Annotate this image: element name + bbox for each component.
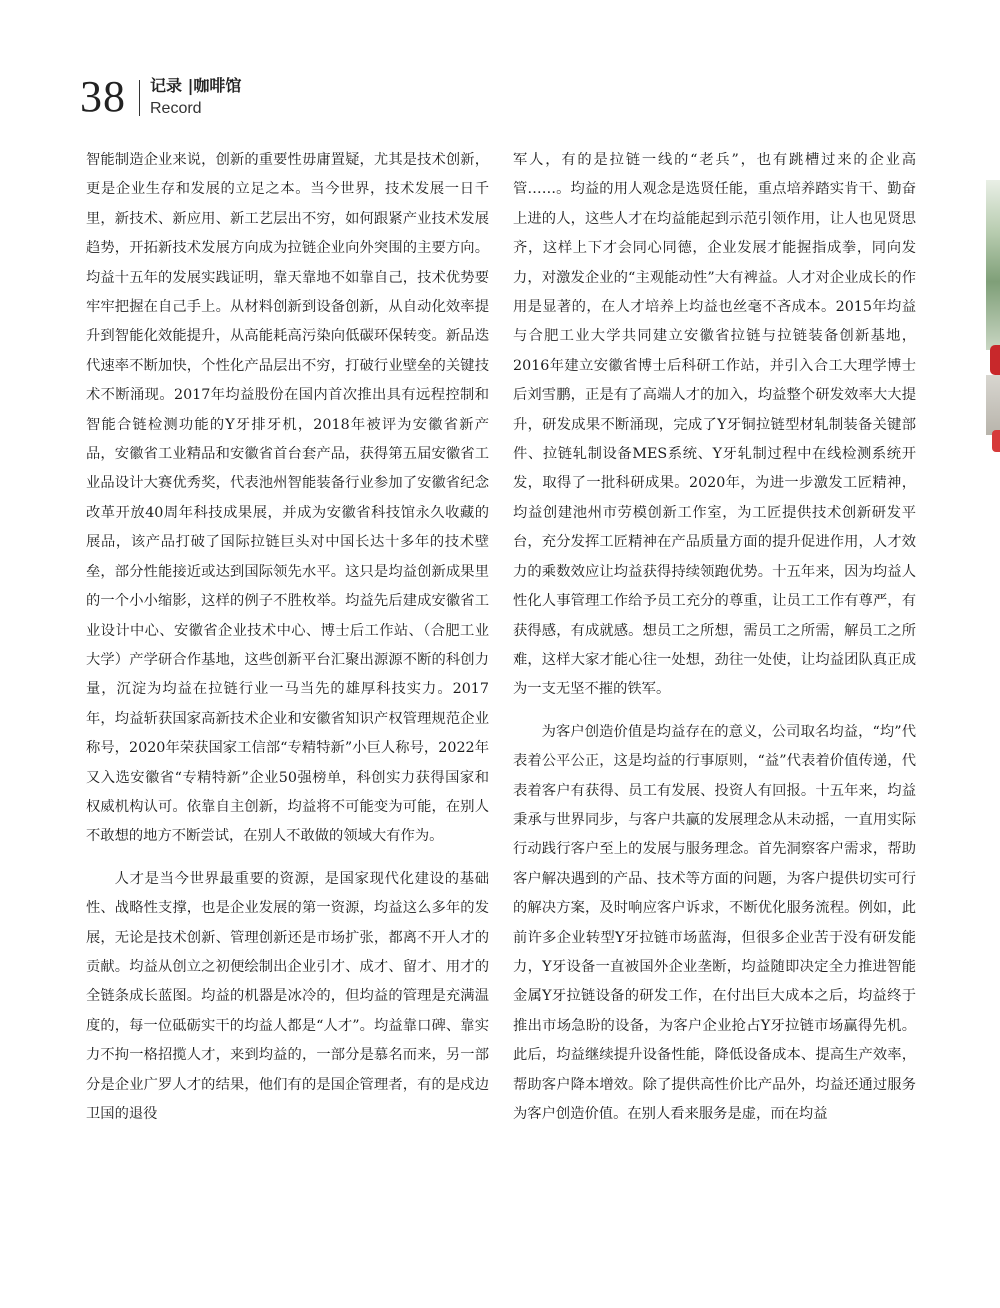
photo-flower (992, 430, 1000, 452)
left-column (86, 146, 489, 1129)
photo-foliage (986, 180, 1000, 350)
photo-flower (990, 345, 1000, 375)
page-number: 38 (80, 72, 126, 121)
paragraph: 人才是当今世界最重要的资源，是国家现代化建设的基础性、战略性支撑，也是企业发展的第一资源，均益这么多年的发展，无论是技术创新、管理创新还是市场扩张，都离不开人才的贡献。均益从创立之初便绘制出企业引才、成才、留才、用才的全链条成长蓝图。均益的机器是冰冷的，但均益的管理是充满温度的，每一位砥砺实干的均益人都是“人才”。均益靠口碑、靠实力不拘一格招揽人才，来到均益的，一部分是慕名而来，另一部分是企业广罗人才的结果，他们有的是国企管理者，有的是戍边卫国的退役 (86, 870, 489, 1122)
header-divider (139, 80, 140, 116)
section-subtitle: Record (150, 100, 202, 117)
right-column (513, 146, 916, 1129)
photo-stone (986, 375, 1000, 435)
paragraph: 智能制造企业来说，创新的重要性毋庸置疑，尤其是技术创新，更是企业生存和发展的立足之本。当今世界，技术发展一日千里，新技术、新应用、新工艺层出不穷，如何跟紧产业技术发展趋势，开拓新技术发展方向成为拉链企业向外突围的主要方向。均益十五年的发展实践证明，靠天靠地不如靠自己，技术优势要牢牢把握在自己手上。从材料创新到设备创新，从自动化效率提升到智能化效能提升，从高能耗高污染向低碳环保转变。新品迭代速率不断加快，个性化产品层出不穷，打破行业壁垒的关键技术不断涌现。2017年均益股份在国内首次推出具有远程控制和智能合链检测功能的Y牙排牙机，2018年被评为安徽省新产品，安徽省工业精品和安徽省首台套产品，获得第五届安徽省工业品设计大赛优秀奖，代表池州智能装备行业参加了安徽省纪念改革开放40周年科技成果展，并成为安徽省科技馆永久收藏的展品，该产品打破了国际拉链巨头对中国长达十多年的技术壁垒，部分性能接近或达到国际领先水平。这只是均益创新成果里的一个小小缩影，这样的例子不胜枚举。均益先后建成安徽省工业设计中心、安徽省企业技术中心、博士后工作站、（合肥工业大学）产学研合作基地，这些创新平台汇聚出源源不断的科创力量，沉淀为均益在拉链行业一马当先的雄厚科技实力。2017年，均益斩获国家高新技术企业和安徽省知识产权管理规范企业称号，2020年荣获国家工信部“专精特新”小巨人称号，2022年又入选安徽省“专精特新”企业50强榜单，科创实力获得国家和权威机构认可。依靠自主创新，均益将不可能变为可能，在别人不敢想的地方不断尝试，在别人不敢做的领域大有作为。 (86, 152, 489, 845)
edge-photo (986, 180, 1000, 460)
section-title: 记录 |咖啡馆 (150, 76, 242, 95)
paragraph: 为客户创造价值是均益存在的意义，公司取名均益，“均”代表着公平公正，这是均益的行事原则，“益”代表着价值传递，代表着客户有获得、员工有发展、投资人有回报。十五年来，均益秉承与世界同步，与客户共赢的发展理念从未动摇，一直用实际行动践行客户至上的发展与服务理念。首先洞察客户需求，帮助客户解决遇到的产品、技术等方面的问题，为客户提供切实可行的解决方案，及时响应客户诉求，不断优化服务流程。例如，此前许多企业转型Y牙拉链市场蓝海，但很多企业苦于没有研发能力，Y牙设备一直被国外企业垄断，均益随即决定全力推进智能金属Y牙拉链设备的研发工作，在付出巨大成本之后，均益终于推出市场急盼的设备，为客户企业抢占Y牙拉链市场赢得先机。此后，均益继续提升设备性能，降低设备成本、提高生产效率，帮助客户降本增效。除了提供高性价比产品外，均益还通过服务为客户创造价值。在别人看来服务是虚，而在均益 (513, 723, 916, 1122)
paragraph: 军人，有的是拉链一线的“老兵”，也有跳槽过来的企业高管……。均益的用人观念是选贤任能，重点培养踏实肯干、勤奋上进的人，这些人才在均益能起到示范引领作用，让人也见贤思齐，这样上下才会同心同德，企业发展才能握指成拳，同向发力，对激发企业的“主观能动性”大有裨益。人才对企业成长的作用是显著的，在人才培养上均益也丝毫不吝成本。2015年均益与合肥工业大学共同建立安徽省拉链与拉链装备创新基地，2016年建立安徽省博士后科研工作站，并引入合工大理学博士后刘雪鹏，正是有了高端人才的加入，均益整个研发效率大大提升，研发成果不断涌现，完成了Y牙铜拉链型材轧制装备关键部件、拉链轧制设备MES系统、Y牙轧制过程中在线检测系统开发，取得了一批科研成果。2020年，为进一步激发工匠精神，均益创建池州市劳模创新工作室，为工匠提供技术创新研发平台，充分发挥工匠精神在产品质量方面的提升促进作用，人才效力的乘数效应让均益获得持续领跑优势。十五年来，因为均益人性化人事管理工作给予员工充分的尊重，让员工工作有尊严，有获得感，有成就感。想员工之所想，需员工之所需，解员工之所难，这样大家才能心往一处想，劲往一处使，让均益团队真正成为一支无坚不摧的铁军。 (513, 152, 916, 698)
